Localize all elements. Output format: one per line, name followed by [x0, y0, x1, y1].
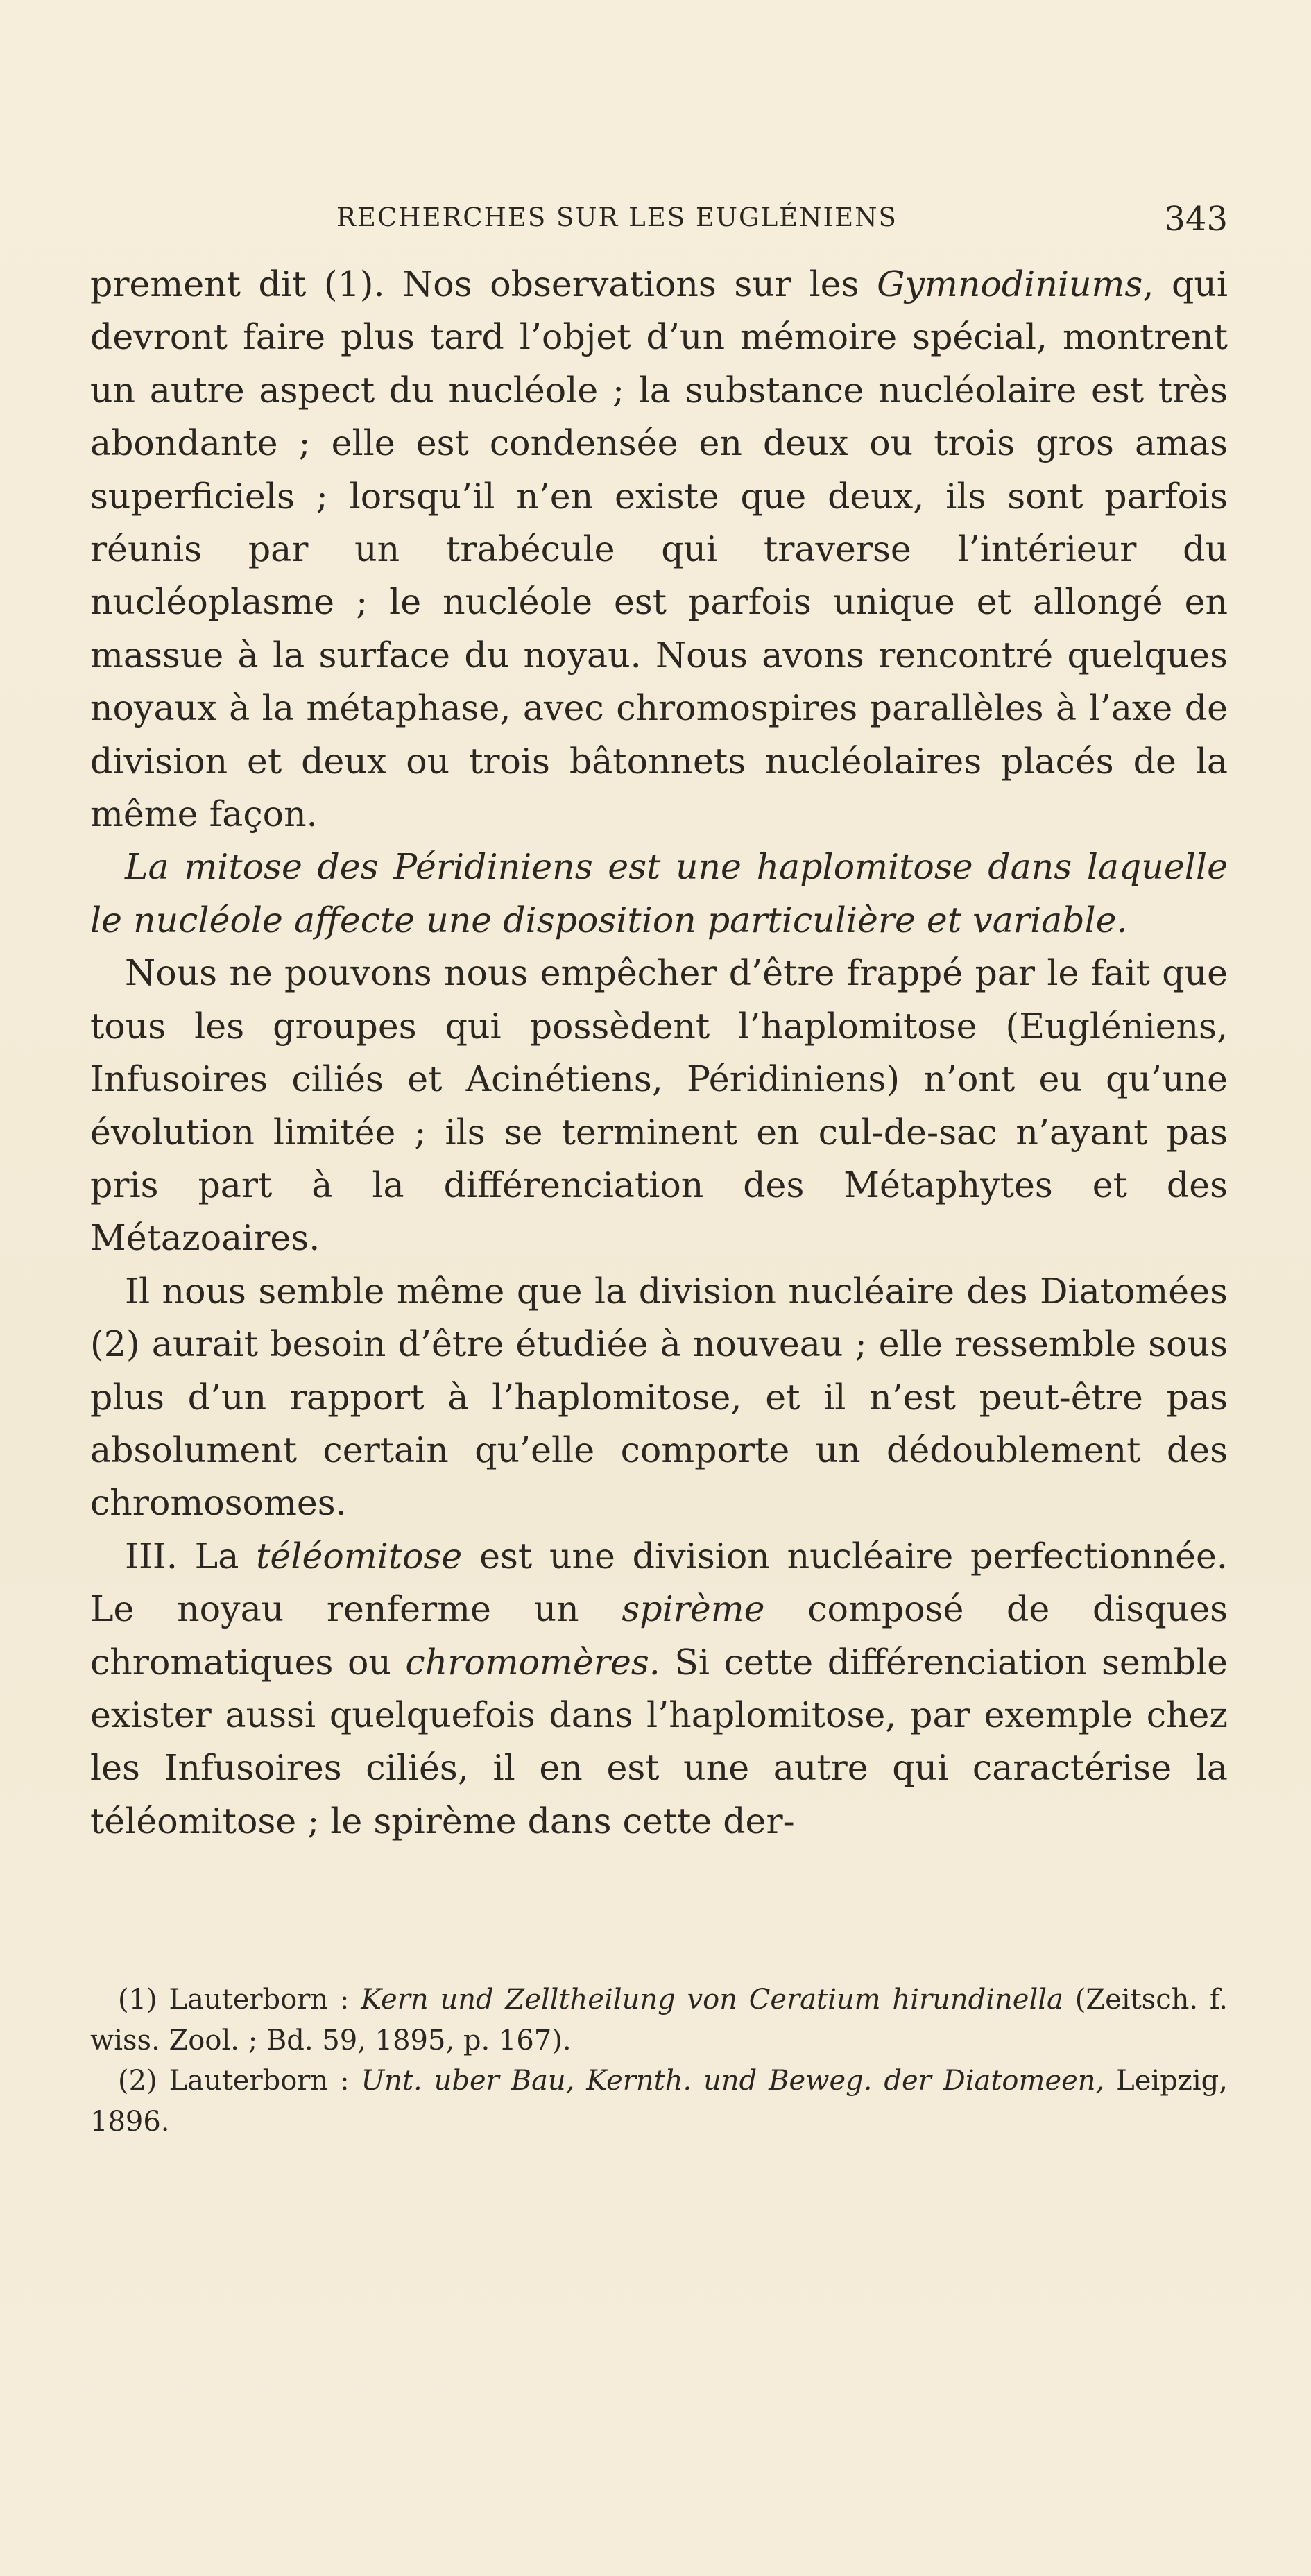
paragraph-section-iii — [90, 1530, 1228, 1848]
italic-term: chromomères. — [405, 1641, 660, 1683]
italic-term: Gymnodiniums — [877, 264, 1143, 304]
footnote-2 — [90, 2061, 1228, 2142]
footnote-text: (Zeitsch. f. wiss. Zool. ; Bd. 59, 1895, p. 167). — [90, 1984, 1228, 2056]
text-run: est une division nucléaire perfectionnée. Le noyau renferme un — [90, 1535, 1228, 1630]
paragraph-conclusion — [90, 841, 1228, 947]
text-run: Il nous semble même que la division nucléaire des Diatomées (2) aurait besoin d’être étudiée à nouveau ; elle ressemble sous plus d’un rapport à l’haplomitose, et il n’est peut-être pas absolument certain qu’elle comporte un dédoublement des chromosomes. — [90, 1270, 1228, 1524]
page-number: 343 — [1164, 200, 1228, 239]
paragraph-continued — [90, 258, 1228, 841]
text-run: composé de disques chromatiques ou — [90, 1588, 1228, 1683]
footnote-text: (2) Lauterborn : — [118, 2065, 361, 2097]
text-run: III. La — [125, 1535, 257, 1577]
italic-term: téléomitose — [256, 1535, 463, 1577]
running-title: RECHERCHES SUR LES EUGLÉNIENS — [336, 203, 898, 232]
footnotes — [90, 1980, 1228, 2142]
text-run: Si cette différenciation semble exister aussi quelquefois dans l’haplomitose, par exemple chez les Infusoires ciliés, il en est une autre qui caractérise la téléomitose ; le spirème dans cette der- — [90, 1641, 1228, 1841]
footnote-1 — [90, 1980, 1228, 2061]
text-run: , qui devront faire plus tard l’objet d’un mémoire spécial, montrent un autre aspect du nucléole ; la substance nucléolaire est très abondante ; elle est condensée en deux ou trois gros amas superficiels ; lorsqu’il n’en existe que deux, ils sont parfois réunis par un trabécule qui traverse l’intérieur du nucléoplasme ; le nucléole est parfois unique et allongé en massue à la surface du noyau. Nous avons rencontré quelques noyaux à la métaphase, avec chromospires parallèles à l’axe de division et deux ou trois bâtonnets nucléolaires placés de la même façon. — [90, 264, 1228, 835]
italic-statement: La mitose des Péridiniens est une haplomitose dans laquelle le nucléole affecte une disposition particulière et variable. — [90, 846, 1228, 941]
body-text — [90, 258, 1228, 1848]
italic-term: spirème — [622, 1588, 765, 1630]
footnote-title: Kern und Zelltheilung von Ceratium hirundinella — [361, 1984, 1063, 2016]
text-run: prement dit (1). Nos observations sur les — [90, 264, 877, 304]
paragraph — [90, 1265, 1228, 1530]
running-head — [90, 200, 1228, 244]
paragraph — [90, 947, 1228, 1264]
footnote-title: Unt. uber Bau, Kernth. und Beweg. der Diatomeen, — [361, 2065, 1105, 2097]
footnote-text: Leipzig, 1896. — [90, 2065, 1228, 2138]
text-run: Nous ne pouvons nous empêcher d’être frappé par le fait que tous les groupes qui possèdent l’haplomitose (Eugléniens, Infusoires ciliés et Acinétiens, Péridiniens) n’ont eu qu’une évolution limitée ; ils se terminent en cul-de-sac n’ayant pas pris part à la différenciation des Métaphytes et des Métazoaires. — [90, 952, 1228, 1259]
footnote-text: (1) Lauterborn : — [118, 1984, 361, 2016]
